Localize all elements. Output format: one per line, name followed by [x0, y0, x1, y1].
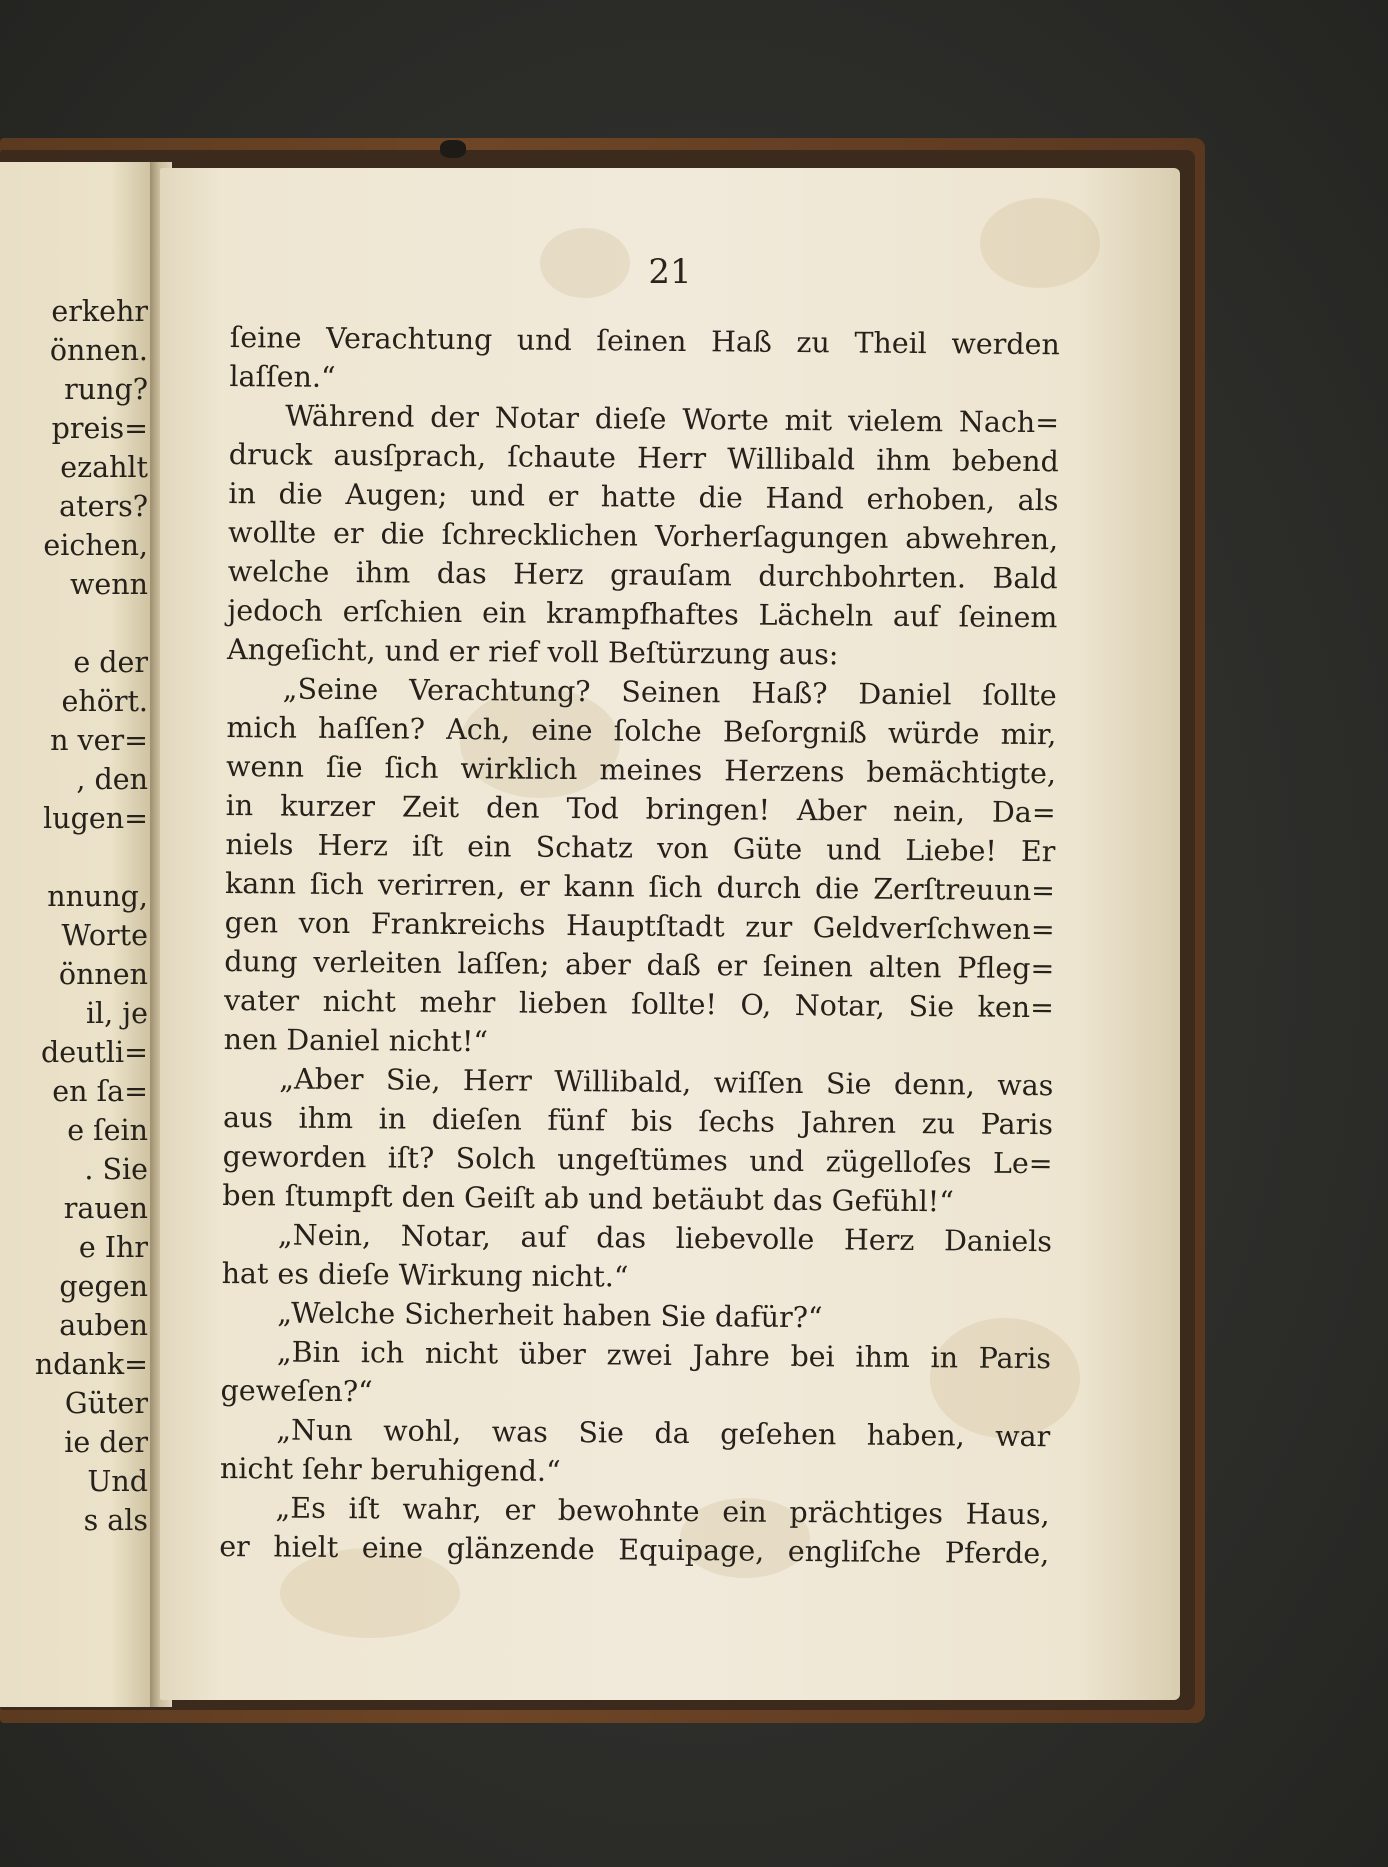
previous-page-text: [35, 292, 148, 1540]
previous-page-line: ndank=: [34, 1348, 148, 1381]
previous-page-line: Und: [87, 1465, 148, 1498]
text-line: geweſen?“: [220, 1373, 373, 1409]
previous-page-line: auben: [59, 1309, 148, 1342]
previous-page-line: s als: [83, 1504, 148, 1537]
text-line: „Seine Verachtung? Seinen Haß? Daniel ſollte: [282, 672, 1057, 713]
previous-page-line: wenn: [70, 568, 148, 601]
page-number: 21: [648, 252, 692, 292]
text-line: hat es dieſe Wirkung nicht.“: [221, 1256, 629, 1294]
text-line: wollte er die ſchrecklichen Vorherſagungen abwehren,: [227, 515, 1059, 557]
text-line: er hielt eine glänzende Equipage, engliſche Pferde,: [219, 1529, 1050, 1571]
text-line: „Aber Sie, Herr Willibald, wiſſen Sie denn, was: [279, 1062, 1054, 1103]
text-line: vater nicht mehr lieben ſollte! O, Notar, Sie ken=: [223, 983, 1055, 1025]
previous-page-line: erkehr: [51, 295, 148, 328]
current-page: [160, 168, 1180, 1700]
previous-page-line: [35, 604, 148, 643]
previous-page-line: lugen=: [43, 802, 148, 835]
text-line: „Nein, Notar, auf das liebevolle Herz Daniels: [277, 1218, 1053, 1259]
text-line: ſeine Verachtung und ſeinen Haß zu Theil werden: [229, 320, 1060, 362]
text-line: „Es iſt wahr, er bewohnte ein prächtiges Haus,: [275, 1491, 1050, 1532]
binding-mark: [440, 140, 466, 158]
previous-page-line: preis=: [51, 412, 148, 445]
text-line: „Nun wohl, was Sie da geſehen haben, war: [276, 1413, 1051, 1454]
text-line: gen von Frankreichs Hauptſtadt zur Geldverſchwen=: [224, 905, 1055, 947]
text-line: wenn ſie ſich wirklich meines Herzens bemächtigte,: [225, 749, 1057, 791]
text-line: niels Herz iſt ein Schatz von Güte und Liebe! Er: [225, 827, 1056, 869]
previous-page-line: . Sie: [84, 1153, 148, 1186]
previous-page-line: e ſein: [67, 1114, 148, 1147]
text-line: in kurzer Zeit den Tod bringen! Aber nein, Da=: [225, 788, 1056, 830]
previous-page-line: en ſa=: [52, 1075, 148, 1108]
paper-stain: [540, 228, 630, 298]
text-line: Während der Notar dieſe Worte mit vielem Nach=: [285, 399, 1060, 440]
text-line: laſſen.“: [229, 359, 336, 394]
previous-page-line: önnen.: [49, 334, 148, 367]
previous-page-line: deutli=: [40, 1036, 148, 1069]
previous-page-line: rauen: [63, 1192, 148, 1225]
previous-page-line: , den: [76, 763, 148, 796]
previous-page-line: ezahlt: [60, 451, 148, 484]
previous-page-line: [35, 838, 148, 877]
text-line: jedoch erſchien ein krampfhaftes Lächeln auf ſeinem: [227, 593, 1058, 635]
previous-page-line: önnen: [58, 958, 148, 991]
text-line: „Welche Sicherheit haben Sie dafür?“: [277, 1296, 823, 1335]
text-line: kann ſich verirren, er kann ſich durch die Zerſtreuun=: [224, 866, 1056, 908]
previous-page-line: nnung,: [47, 880, 148, 913]
text-line: nicht ſehr beruhigend.“: [219, 1451, 561, 1488]
text-line: druck ausſprach, ſchaute Herr Willibald ihm bebend: [228, 437, 1059, 479]
page-body-text: [219, 318, 1060, 1573]
text-line: welche ihm das Herz grauſam durchbohrten. Bald: [227, 554, 1058, 596]
previous-page-line: aters?: [59, 490, 148, 523]
text-line: aus ihm in dieſen fünf bis ſechs Jahren zu Paris: [222, 1100, 1054, 1142]
previous-page: [0, 162, 158, 1707]
previous-page-line: rung?: [64, 373, 148, 406]
previous-page-line: Güter: [64, 1387, 148, 1420]
previous-page-line: gegen: [59, 1270, 148, 1303]
previous-page-line: e Ihr: [78, 1231, 148, 1264]
text-line: dung verleiten laſſen; aber daß er ſeinen alten Pfleg=: [224, 944, 1055, 986]
previous-page-line: n ver=: [50, 724, 148, 757]
text-line: Angeſicht, und er rief voll Beſtürzung aus:: [226, 632, 839, 672]
previous-page-line: ehört.: [61, 685, 148, 718]
text-line: geworden iſt? Solch ungeſtümes und zügelloſes Le=: [222, 1139, 1053, 1181]
text-line: mich haſſen? Ach, eine ſolche Beſorgniß würde mir,: [226, 710, 1057, 752]
previous-page-line: e der: [73, 646, 148, 679]
text-line: ben ſtumpft den Geiſt ab und betäubt das Gefühl!“: [222, 1178, 954, 1219]
text-line: nen Daniel nicht!“: [223, 1022, 489, 1059]
previous-page-line: il, je: [85, 997, 148, 1030]
previous-page-line: eichen,: [43, 529, 148, 562]
previous-page-line: Worte: [61, 919, 148, 952]
previous-page-line: ie der: [64, 1426, 148, 1459]
text-line: „Bin ich nicht über zwei Jahre bei ihm in Paris: [276, 1335, 1052, 1376]
text-line: in die Augen; und er hatte die Hand erhoben, als: [228, 476, 1059, 518]
paper-stain: [980, 198, 1100, 288]
